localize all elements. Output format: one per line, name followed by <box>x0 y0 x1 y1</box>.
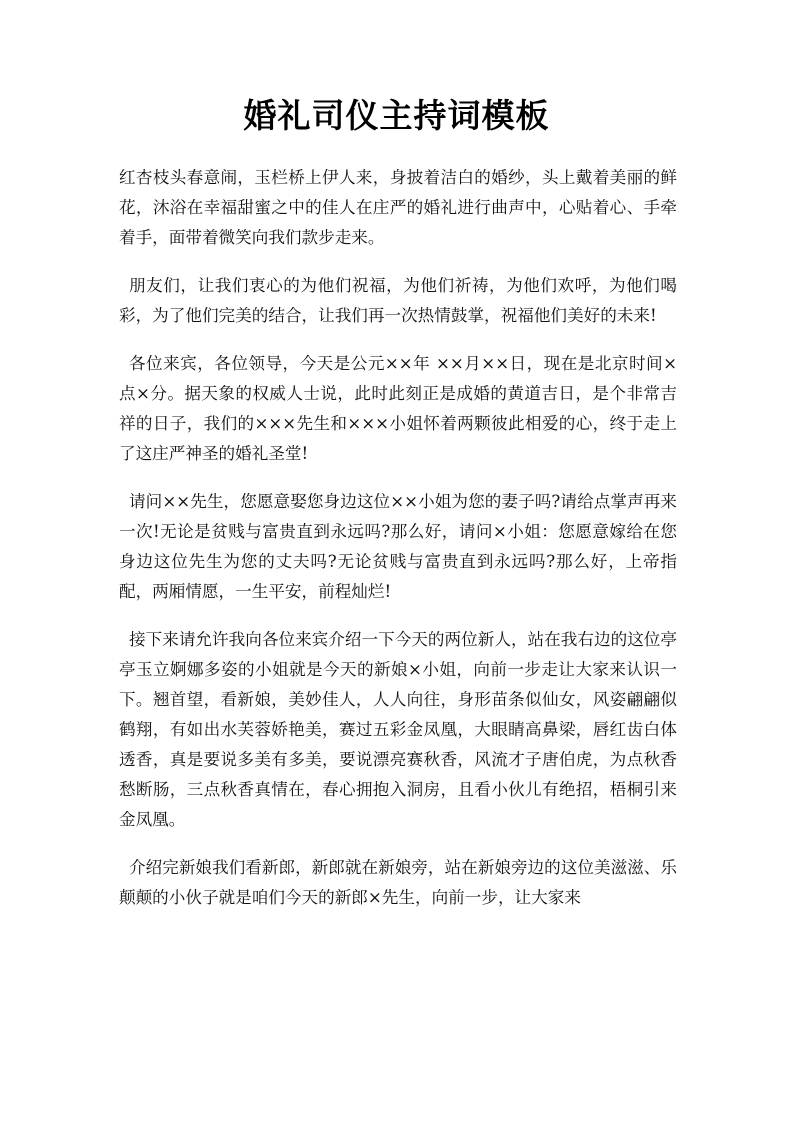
paragraph: 介绍完新娘我们看新郎，新郎就在新娘旁，站在新娘旁边的这位美滋滋、乐颠颠的小伙子就是咱们今天的新郎×先生，向前一步，让大家来 <box>119 858 677 907</box>
document-title: 婚礼司仪主持词模板 <box>243 96 550 135</box>
paragraph: 各位来宾，各位领导，今天是公元××年 ××月××日，现在是北京时间×点×分。据天象的权威人士说，此时此刻正是成婚的黄道吉日，是个非常吉祥的日子，我们的×××先生和×××小姐怀着两颗彼此相爱的心，终于走上了这庄严神圣的婚礼圣堂! <box>119 354 677 463</box>
paragraph: 接下来请允许我向各位来宾介绍一下今天的两位新人，站在我右边的这位亭亭玉立婀娜多姿的小姐就是今天的新娘×小姐，向前一步走让大家来认识一下。翘首望，看新娘，美妙佳人，人人向往，身形苗条似仙女，风姿翩翩似鹤翔，有如出水芙蓉娇艳美，赛过五彩金凤凰，大眼睛高鼻梁，唇红齿白体透香，真是要说多美有多美，要说漂亮赛秋香，风流才子唐伯虎，为点秋香愁断肠，三点秋香真情在，春心拥抱入洞房，且看小伙儿有绝招，梧桐引来金凤凰。 <box>119 630 677 829</box>
paragraph: 请问××先生，您愿意娶您身边这位××小姐为您的妻子吗?请给点掌声再来一次!无论是贫贱与富贵直到永远吗?那么好，请问×小姐：您愿意嫁给在您身边这位先生为您的丈夫吗?无论贫贱与富贵直到永远吗?那么好，上帝指配，两厢情愿，一生平安，前程灿烂! <box>119 492 677 601</box>
paragraph: 红杏枝头春意闹，玉栏桥上伊人来，身披着洁白的婚纱，头上戴着美丽的鲜花，沐浴在幸福甜蜜之中的佳人在庄严的婚礼进行曲声中，心贴着心、手牵着手，面带着微笑向我们款步走来。 <box>119 168 677 247</box>
document-body <box>119 163 677 931</box>
paragraph: 朋友们，让我们衷心的为他们祝福，为他们祈祷，为他们欢呼，为他们喝彩，为了他们完美的结合，让我们再一次热情鼓掌，祝福他们美好的未来! <box>119 276 677 325</box>
